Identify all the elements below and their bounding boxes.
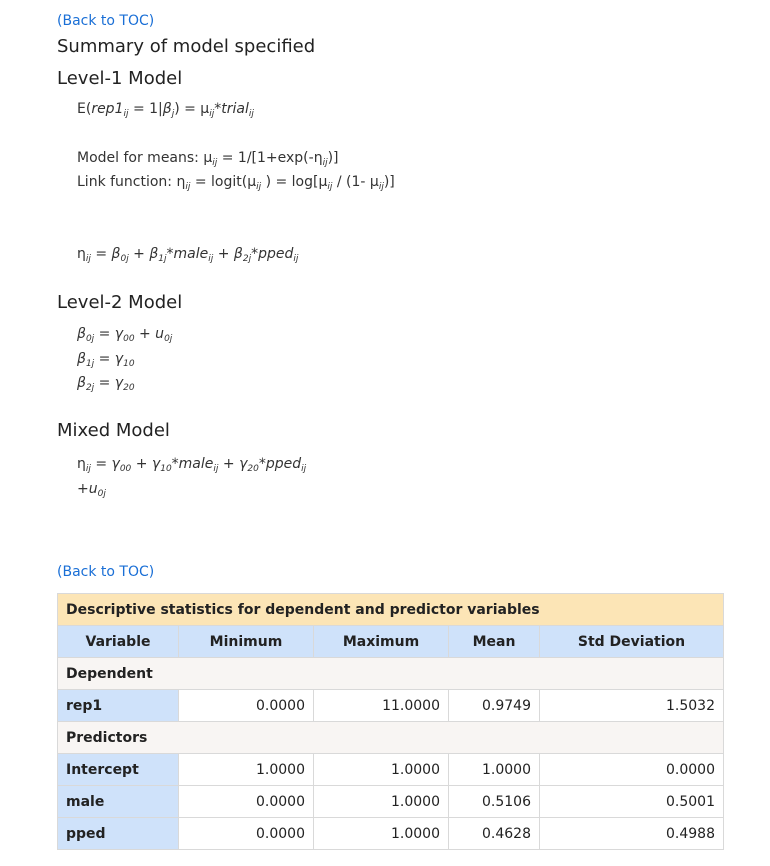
descriptive-stats-table [57, 593, 724, 850]
col-header-std-deviation: Std Deviation [540, 626, 724, 658]
level1-expectation-equation: $E(rep1_{ij} = 1|\beta_j)$ = $\mu_{ij}*trial_{ij}$ [77, 101, 254, 119]
row-name: rep1 [58, 690, 179, 722]
cell-min: 0.0000 [179, 690, 314, 722]
level2-title: Level-2 Model [57, 292, 183, 313]
cell-mean: 0.4628 [449, 818, 540, 850]
level1-linear-predictor: $\eta_{ij} = \beta_{0j}$ + $\beta_{1j}*male_{ij}$ + $\beta_{2j}*pped_{ij}$ [77, 246, 299, 264]
cell-min: 0.0000 [179, 786, 314, 818]
level2-eq-b2: $\beta_{2j} = \gamma_{20}$ [77, 375, 135, 393]
cell-sd: 1.5032 [540, 690, 724, 722]
row-name: male [58, 786, 179, 818]
col-header-maximum: Maximum [314, 626, 449, 658]
back-to-toc-link-top[interactable]: (Back to TOC) [57, 13, 155, 29]
col-header-mean: Mean [449, 626, 540, 658]
cell-max: 1.0000 [314, 786, 449, 818]
col-header-minimum: Minimum [179, 626, 314, 658]
cell-sd: 0.0000 [540, 754, 724, 786]
mixed-eq-line2: $+u_{0j}$ [77, 481, 106, 499]
cell-mean: 1.0000 [449, 754, 540, 786]
level1-title: Level-1 Model [57, 68, 183, 89]
level2-eq-b1: $\beta_{1j} = \gamma_{10}$ [77, 351, 135, 369]
cell-min: 0.0000 [179, 818, 314, 850]
table-caption: Descriptive statistics for dependent and predictor variables [58, 594, 724, 626]
table-row [58, 818, 724, 850]
row-name: pped [58, 818, 179, 850]
summary-title: Summary of model specified [57, 36, 316, 57]
mixed-title: Mixed Model [57, 420, 170, 441]
cell-sd: 0.4988 [540, 818, 724, 850]
cell-max: 1.0000 [314, 754, 449, 786]
model-for-means: Model for means: $\mu_{ij} = 1/[1+\exp(-\eta_{ij})]$ [77, 150, 339, 168]
cell-min: 1.0000 [179, 754, 314, 786]
table-row [58, 690, 724, 722]
cell-max: 11.0000 [314, 690, 449, 722]
table-row [58, 786, 724, 818]
mixed-eq-line1: $\eta_{ij} = \gamma_{00}$ + $\gamma_{10}*male_{ij}$ + $\gamma_{20}*pped_{ij}$ [77, 456, 307, 474]
row-name: Intercept [58, 754, 179, 786]
link-function: Link function: $\eta_{ij}$ = $logit(\mu_{ij}$ ) = $\log[\mu_{ij} / (1-$ $\mu_{ij}$)] [77, 174, 395, 192]
cell-sd: 0.5001 [540, 786, 724, 818]
cell-max: 1.0000 [314, 818, 449, 850]
section-dependent: Dependent [58, 658, 724, 690]
section-predictors: Predictors [58, 722, 724, 754]
cell-mean: 0.9749 [449, 690, 540, 722]
back-to-toc-link-bottom[interactable]: (Back to TOC) [57, 564, 155, 580]
level2-eq-b0: $\beta_{0j} = \gamma_{00} + u_{0j}$ [77, 326, 173, 344]
table-row [58, 754, 724, 786]
col-header-variable: Variable [58, 626, 179, 658]
cell-mean: 0.5106 [449, 786, 540, 818]
